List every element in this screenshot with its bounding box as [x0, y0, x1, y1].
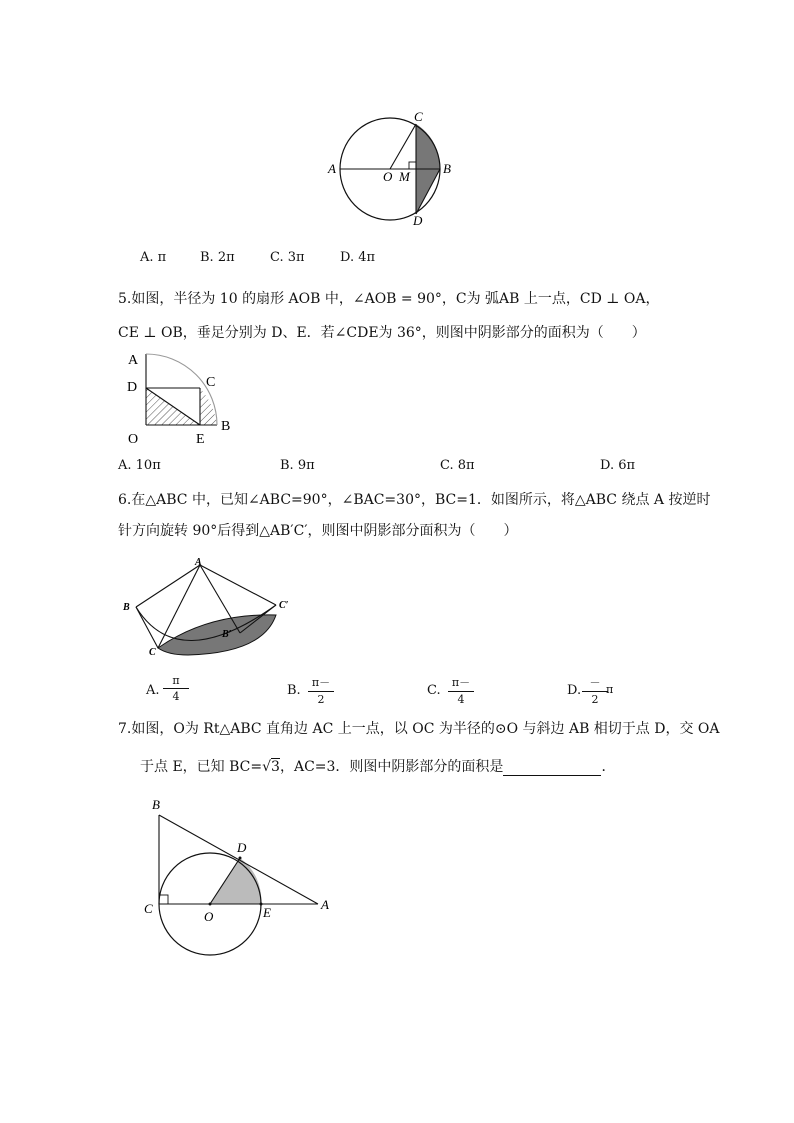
q7-point-o: [209, 903, 212, 906]
q6-segment-ab: [136, 565, 200, 607]
q6-option-b-letter[interactable]: B.: [287, 683, 301, 698]
q6-option-d-den: 2: [591, 693, 599, 706]
q6-option-d-letter[interactable]: D.: [567, 683, 582, 698]
q6-figure: [118, 555, 298, 665]
q6-option-d-suffix: π: [606, 683, 614, 696]
q5-figure: [118, 348, 248, 448]
q6-option-c-fraction: [448, 674, 474, 706]
q7-text-line2: [140, 756, 615, 776]
q5-label-e: E: [196, 432, 205, 447]
q6-option-a-num: π: [163, 674, 189, 689]
q7-right-angle-mark: [159, 895, 168, 904]
q6-segment-bc: [136, 607, 158, 648]
q6-option-a-fraction: [163, 674, 189, 703]
q6-option-b-num: π－: [308, 674, 334, 692]
q6-label-c-prime: C′: [279, 600, 289, 611]
q6-option-c-den: 4: [457, 693, 465, 706]
q4-right-angle-mark: [409, 162, 416, 169]
q7-text-line1: 7.如图，O为 Rt△ABC 直角边 AC 上一点，以 OC 为半径的⊙O 与斜边 AB 相切于点 D，交 OA: [118, 721, 720, 737]
q7-text-mid: ，AC=3．则图中阴影部分的面积是: [279, 759, 504, 775]
q4-figure: [320, 105, 470, 235]
q4-option-d[interactable]: D. 4π: [340, 250, 376, 265]
q7-label-e: E: [263, 905, 271, 920]
q4-option-a[interactable]: A. π: [140, 250, 167, 265]
q5-label-a: A: [128, 353, 139, 368]
q6-option-a-letter[interactable]: A.: [146, 683, 160, 698]
q5-option-b[interactable]: B. 9π: [280, 458, 315, 473]
q4-label-c: C: [414, 109, 423, 124]
q6-option-c-num: π－: [448, 674, 474, 692]
q6-shaded-band: [158, 615, 276, 655]
q6-option-d-num: －: [582, 674, 608, 692]
q7-sqrt-value: 3: [271, 759, 280, 775]
q4-shaded-segment-upper: [416, 124, 440, 169]
q4-label-b: B: [443, 161, 451, 176]
q6-option-d-fraction: [582, 674, 608, 706]
q7-answer-blank[interactable]: [503, 761, 601, 776]
q7-label-c: C: [144, 901, 153, 916]
q5-option-d[interactable]: D. 6π: [600, 458, 636, 473]
q5-option-c[interactable]: C. 8π: [440, 458, 475, 473]
q7-label-a: A: [321, 897, 329, 912]
q7-sqrt: √3: [262, 759, 280, 775]
q5-text-line2: CE ⊥ OB，垂足分别为 D、E．若∠CDE为 36°，则图中阴影部分的面积为（ ）: [118, 325, 646, 341]
q6-label-b: B: [123, 602, 130, 613]
q4-label-o: O: [383, 169, 393, 184]
q5-label-o: O: [128, 432, 139, 447]
q7-text-pre: 于点 E，已知 BC=: [140, 759, 263, 775]
q4-label-d: D: [413, 213, 423, 228]
q6-label-a: A: [195, 557, 202, 568]
q6-option-b-fraction: [308, 674, 334, 706]
q4-label-m: M: [399, 169, 410, 184]
q5-option-a[interactable]: A. 10π: [118, 458, 161, 473]
q5-text-line1: 5.如图，半径为 10 的扇形 AOB 中，∠AOB = 90°，C为 弧AB 上一点，CD ⊥ OA，: [118, 291, 660, 307]
q6-option-b-den: 2: [317, 693, 325, 706]
q7-label-o: O: [204, 909, 214, 924]
q7-point-d: [239, 857, 242, 860]
q6-label-c: C: [149, 647, 156, 658]
q7-figure: [140, 795, 340, 960]
q4-option-c[interactable]: C. 3π: [270, 250, 305, 265]
q6-option-a-den: 4: [172, 690, 180, 703]
q6-text-line2: 针方向旋转 90°后得到△AB′C′，则图中阴影部分面积为（ ）: [118, 523, 518, 539]
q6-label-b-prime: B′: [222, 629, 232, 640]
q7-label-d: D: [237, 840, 247, 855]
q5-label-c: C: [206, 375, 216, 390]
q7-label-b: B: [152, 797, 160, 812]
q4-label-a: A: [328, 161, 336, 176]
q6-text-line1: 6.在△ABC 中，已知∠ABC=90°，∠BAC=30°，BC=1．如图所示，将△ABC 绕点 A 按逆时: [118, 492, 711, 508]
q5-label-d: D: [127, 380, 138, 395]
q6-option-c-letter[interactable]: C.: [427, 683, 441, 698]
q7-text-end: ．: [601, 759, 616, 775]
q5-label-b: B: [221, 419, 231, 434]
q4-option-b[interactable]: B. 2π: [200, 250, 235, 265]
